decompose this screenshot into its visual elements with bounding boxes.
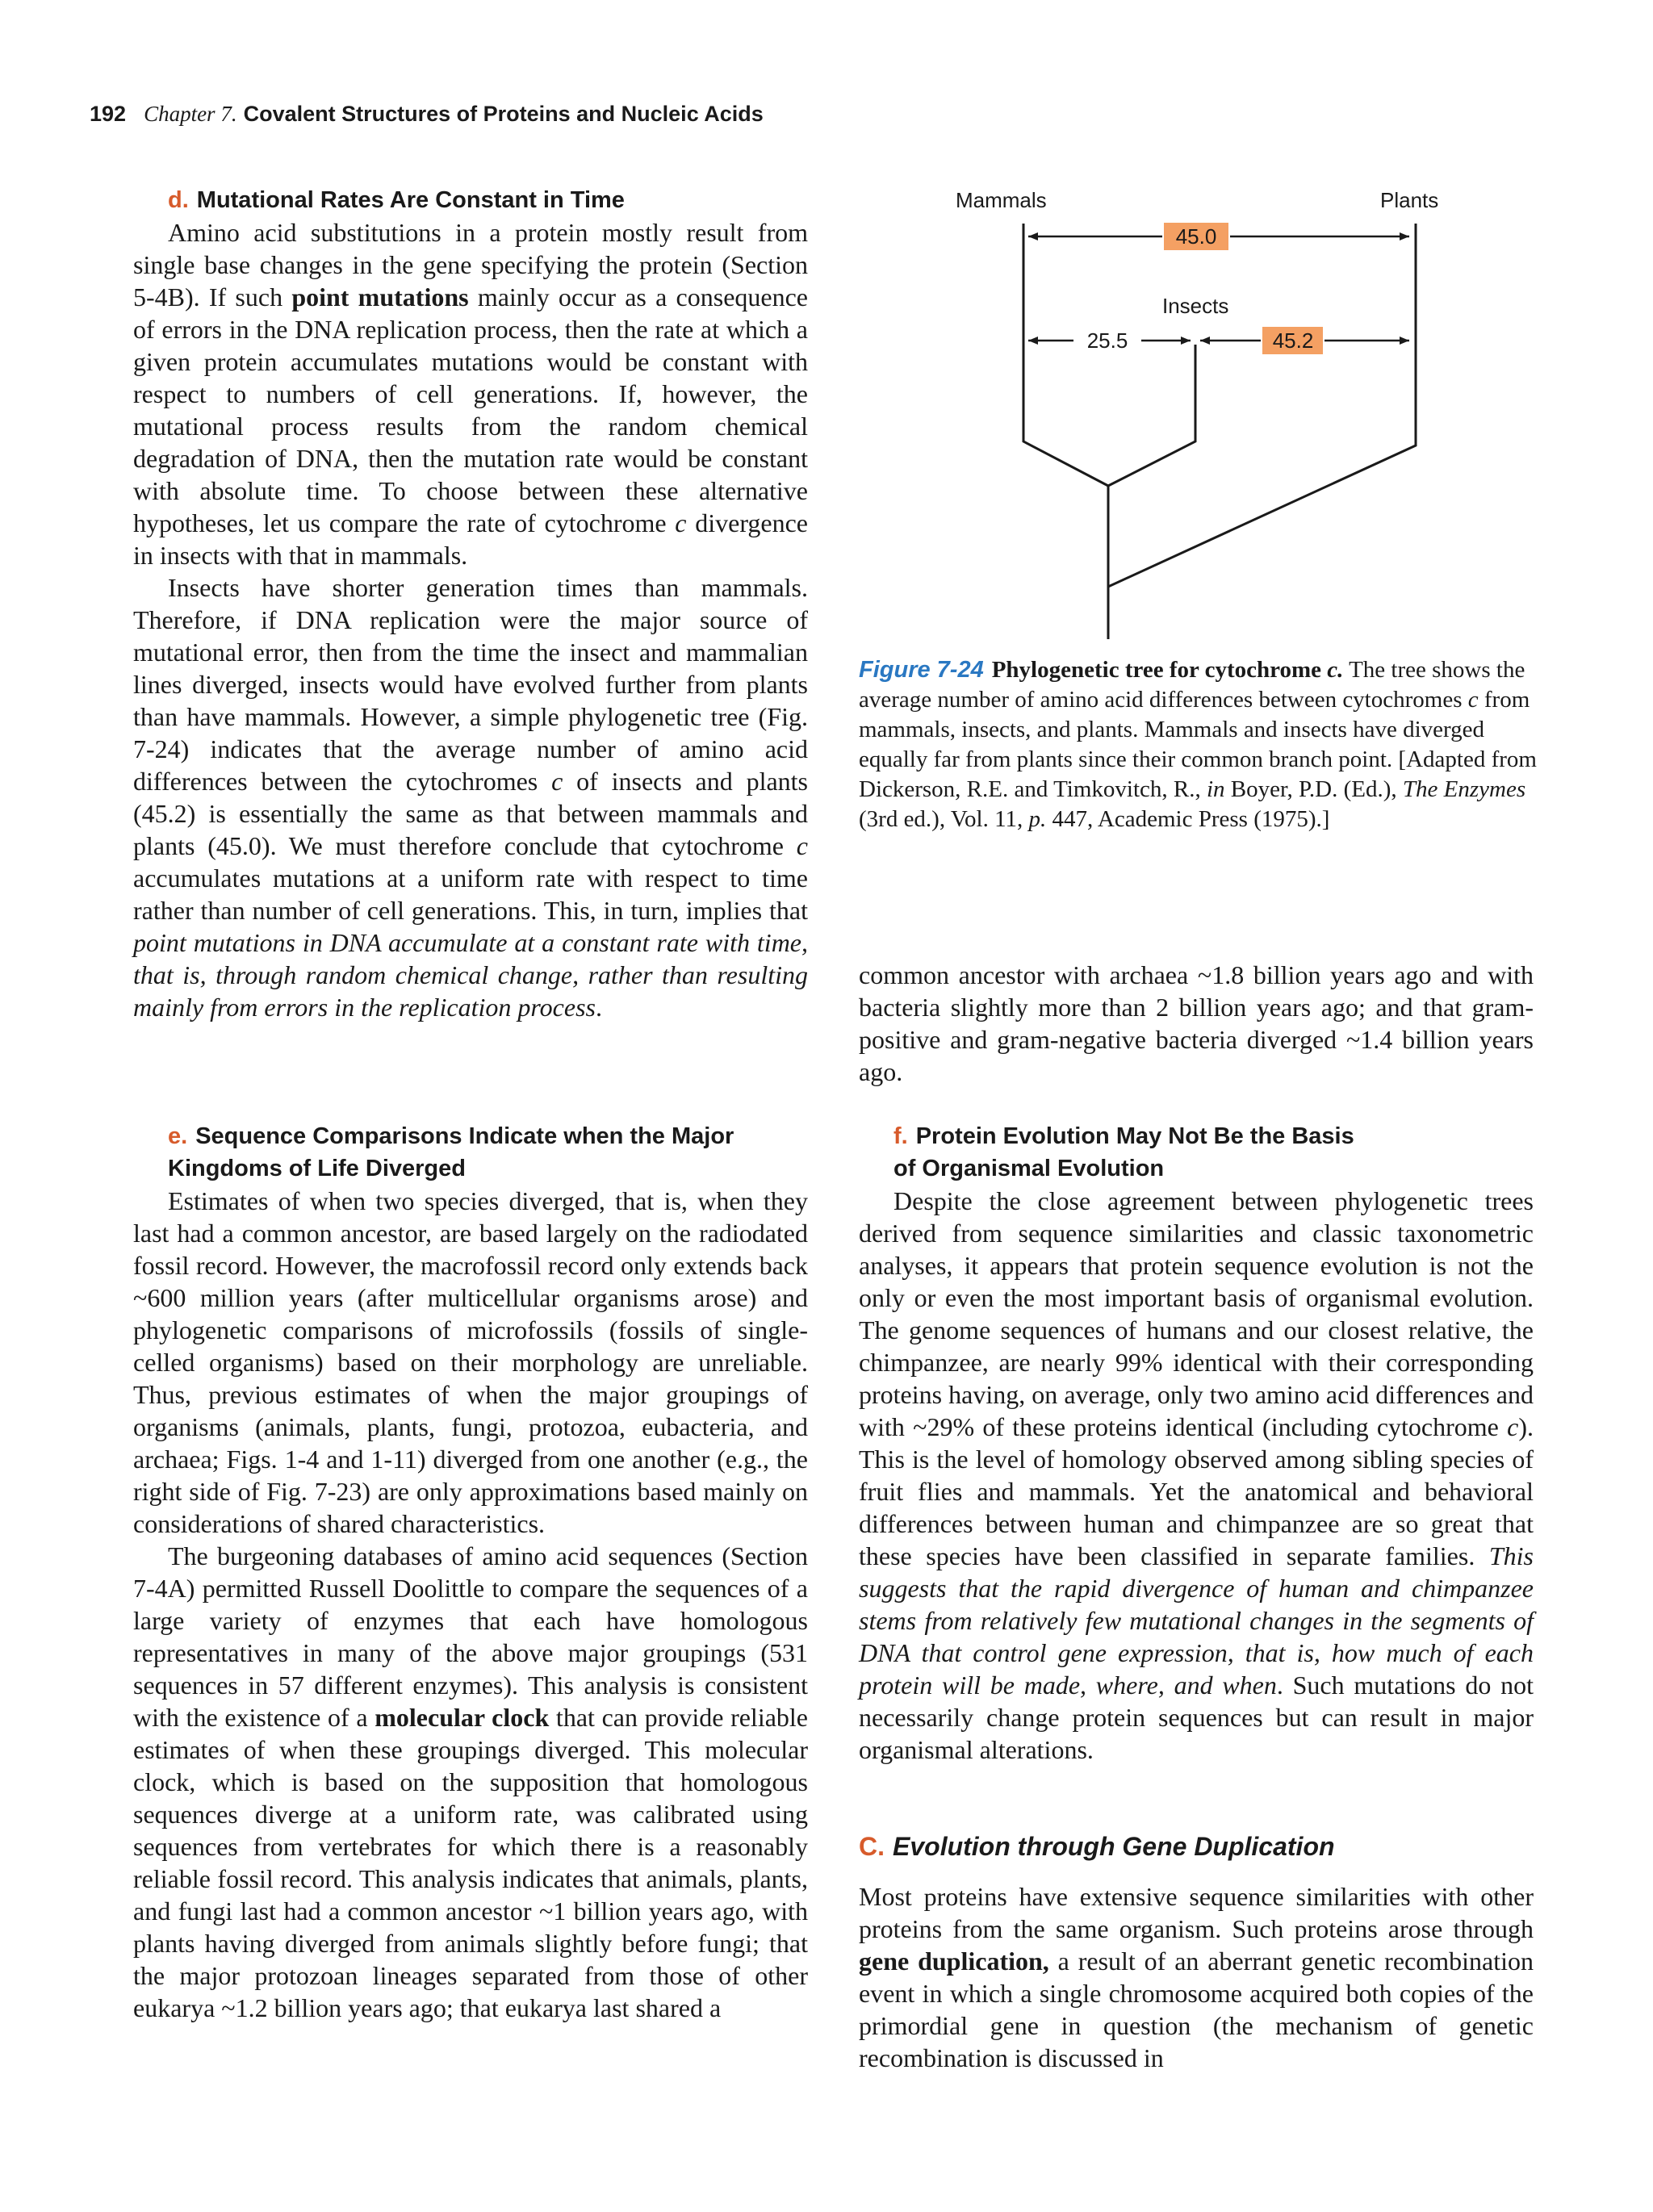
section-e-body: [133, 1185, 808, 2024]
figure-caption: Figure 7-24 Phylogenetic tree for cytochrome c. The tree shows the average number of amino acid differences between cytochromes c from mammals, insects, and plants. Mammals and insects have diverged equally far from plants since their common branch point. [Adapted from Dickerson, R.E. and Timkovitch, R., in Boyer, P.D. (Ed.), The Enzymes (3rd ed.), Vol. 11, p. 447, Academic Press (1975).]: [859, 657, 1537, 832]
section-d-letter: d.: [168, 187, 189, 213]
label-plants: Plants: [1380, 188, 1439, 212]
phylogenetic-tree: [928, 179, 1477, 647]
chapter-title: Covalent Structures of Proteins and Nucleic Acids: [243, 102, 764, 126]
section-d-heading: [133, 184, 808, 216]
paragraph: Estimates of when two species diverged, that is, when they last had a common ancestor, are based largely on the radiodated fossil record. However, the macrofossil record only extends back ~600 million years (after multicellular organisms arose) and phylogenetic comparisons of microfossils (fossils of single-celled organisms) based on their morphology are unreliable. Thus, previous estimates of when the major groupings of organisms (animals, plants, fungi, protozoa, eubacteria, and archaea; Figs. 1-4 and 1-11) diverged from one another (e.g., the right side of Fig. 7-23) are only approximations based mainly on considerations of shared characteristics.: [133, 1186, 808, 1538]
caption-title: Phylogenetic tree for cytochrome c.: [991, 657, 1344, 683]
chapter-label: Chapter 7.: [144, 102, 237, 126]
branch-plants: [1108, 224, 1416, 587]
section-e-heading: [133, 1120, 808, 1185]
distance-insects-plants: 45.2: [1272, 328, 1314, 353]
branch-mammals-insects: [1023, 224, 1195, 486]
section-f-title: Protein Evolution May Not Be the Basis: [915, 1123, 1354, 1149]
section-c-title: Evolution through Gene Duplication: [893, 1832, 1335, 1861]
running-head: [90, 102, 764, 127]
section-c-body: [859, 1880, 1534, 2074]
paragraph: common ancestor with archaea ~1.8 billion years ago and with bacteria slightly more than 2 billion years ago; and that gram-positive and gram-negative bacteria diverged ~1.4 billion years ago.: [859, 960, 1534, 1086]
paragraph: Despite the close agreement between phylogenetic trees derived from sequence similarities and classic taxonometric analyses, it appears that protein sequence evolution is not the only or even the most important basis of organismal evolution. The genome sequences of humans and our closest relative, the chimpanzee, are nearly 99% identical with their corresponding proteins having, on average, only two amino acid differences and with ~29% of these proteins identical (including cytochrome c). This is the level of homology observed among sibling species of fruit flies and mammals. Yet the anatomical and behavioral differences between human and chimpanzee are so great that these species have been classified in separate families. This suggests that the rapid divergence of human and chimpanzee stems from relatively few mutational changes in the segments of DNA that control gene expression, that is, how much of each protein will be made, where, and when. Such mutations do not necessarily change protein sequences but can result in major organismal alterations.: [859, 1186, 1534, 1764]
section-f: [859, 1120, 1534, 1766]
paragraph: Amino acid substitutions in a protein mostly result from single base changes in the gene specifying the protein (Section 5-4B). If such point mutations mainly occur as a consequence of errors in the DNA replication process, then the rate at which a given protein accumulates mutations would be constant with respect to numbers of cell generations. If, however, the mutational process results from the random chemical degradation of DNA, then the mutation rate would be constant with absolute time. To choose between these alternative hypotheses, let us compare the rate of cytochrome c divergence in insects with that in mammals.: [133, 218, 809, 570]
section-f-heading: [859, 1120, 1534, 1185]
section-f-title-2: of Organismal Evolution: [893, 1156, 1165, 1181]
phylogenetic-tree-figure: [928, 179, 1477, 647]
distance-mammals-plants: 45.0: [1175, 224, 1217, 249]
section-f-body: [859, 1185, 1534, 1766]
section-e: [133, 1120, 808, 2024]
section-d-title: Mutational Rates Are Constant in Time: [196, 187, 625, 213]
paragraph: Most proteins have extensive sequence similarities with other proteins from the same organism. Such proteins arose through gene duplication, a result of an aberrant genetic recombination event in which a single chromosome acquired both copies of the primordial gene in question (the mechanism of genetic recombination is discussed in: [859, 1882, 1534, 2072]
section-e-letter: e.: [168, 1123, 188, 1149]
figure-number: Figure 7-24: [859, 657, 984, 683]
section-e-title-2: Kingdoms of Life Diverged: [168, 1156, 466, 1181]
section-d: [133, 184, 808, 1023]
paragraph: Insects have shorter generation times than mammals. Therefore, if DNA replication were the major source of mutational error, then from the time the insect and mammalian lines diverged, insects would have evolved further from plants than have mammals. However, a simple phylogenetic tree (Fig. 7-24) indicates that the average number of amino acid differences between the cytochromes c of insects and plants (45.2) is essentially the same as that between mammals and plants (45.0). We must therefore conclude that cytochrome c accumulates mutations at a uniform rate with respect to time rather than number of cell generations. This, in turn, implies that point mutations in DNA accumulate at a constant rate with time, that is, through random chemical change, rather than resulting mainly from errors in the replication process.: [133, 573, 808, 1022]
distance-mammals-insects: 25.5: [1086, 328, 1128, 353]
label-insects: Insects: [1162, 294, 1229, 318]
section-f-letter: f.: [893, 1123, 908, 1149]
section-c-letter: C.: [859, 1832, 885, 1861]
section-e-continued: [859, 959, 1534, 1088]
section-c: [859, 1830, 1534, 2074]
section-e-title: Sequence Comparisons Indicate when the Major: [195, 1123, 734, 1149]
paragraph: The burgeoning databases of amino acid sequences (Section 7-4A) permitted Russell Doolittle to compare the sequences of a large variety of enzymes that each have homologous representatives in many of the above major groupings (531 sequences in 57 different enzymes). This analysis is consistent with the existence of a molecular clock that can provide reliable estimates of when these groupings diverged. This molecular clock, which is based on the supposition that homologous sequences diverge at a uniform rate, was calibrated using sequences from vertebrates for which there is a reasonably reliable fossil record. This analysis indicates that animals, plants, and fungi last had a common ancestor ~1 billion years ago, with plants having diverged from animals slightly before fungi; that the major protozoan lineages separated from those of other eukarya ~1.2 billion years ago; that eukarya last shared a: [133, 1541, 809, 2022]
section-d-body: [133, 216, 808, 1023]
page-number: 192: [90, 102, 127, 126]
section-c-heading: [859, 1830, 1534, 1863]
label-mammals: Mammals: [956, 188, 1047, 212]
